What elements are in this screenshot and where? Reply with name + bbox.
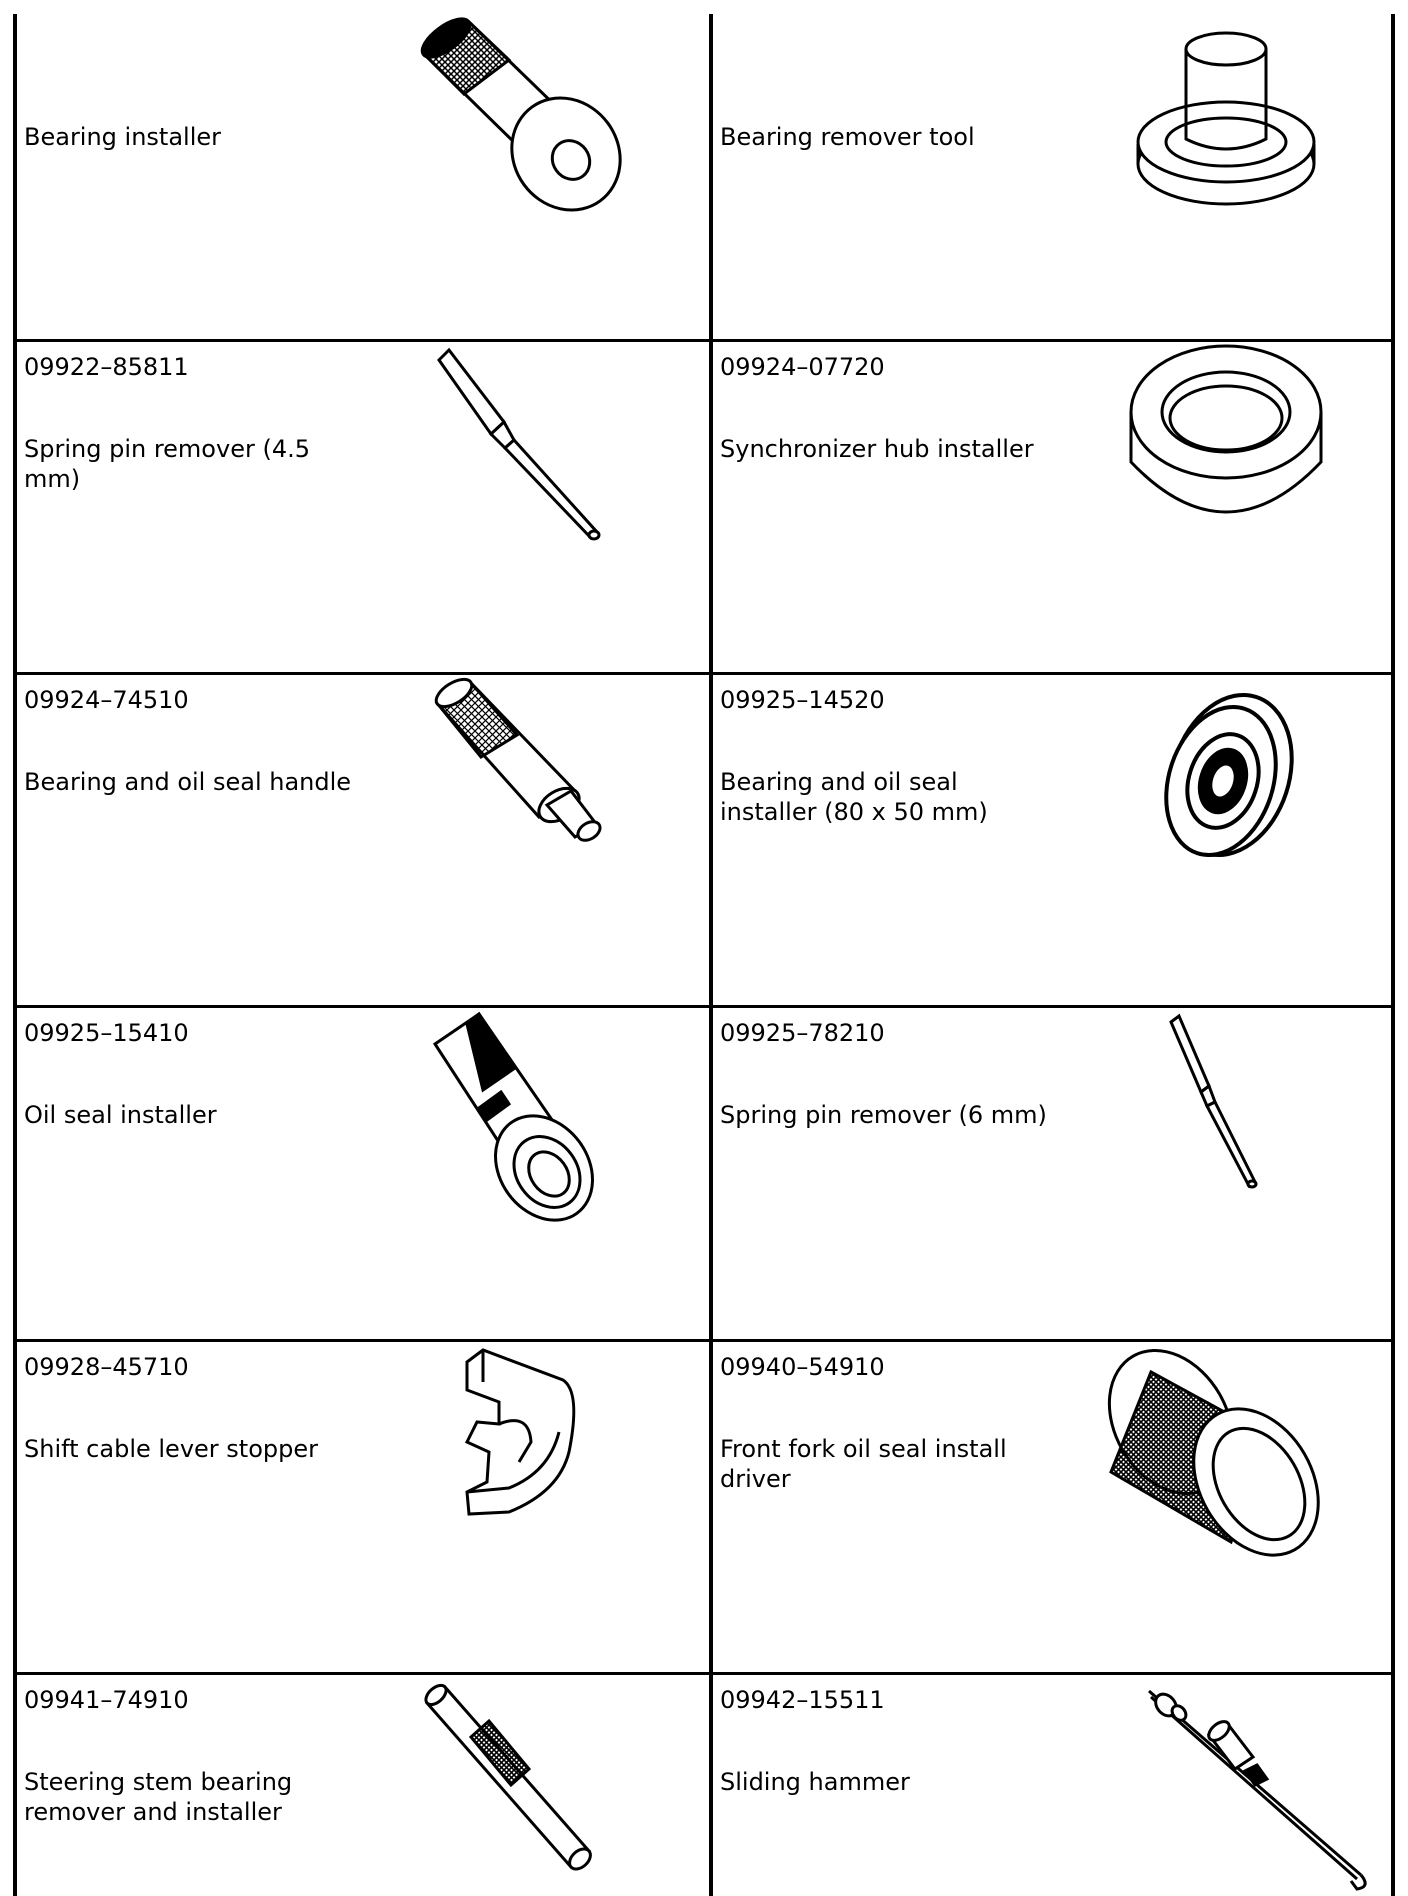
synchronizer-hub-installer-icon: [1031, 342, 1391, 672]
part-number: 09925–14520: [720, 686, 885, 714]
tool-name: Steering stem bearing remover and installer: [24, 1768, 293, 1826]
tool-name: Synchronizer hub installer: [720, 435, 1034, 463]
part-number: 09924–74510: [24, 686, 189, 714]
spring-pin-remover-icon: [349, 342, 709, 672]
tool-name: Bearing remover tool: [720, 123, 975, 151]
part-number: 09928–45710: [24, 1353, 189, 1381]
part-number: 09940–54910: [720, 1353, 885, 1381]
table-cell: [713, 1675, 1391, 1896]
part-number: 09924–07720: [720, 353, 885, 381]
sliding-hammer-icon: [1031, 1675, 1391, 1896]
table-cell: [713, 342, 1391, 672]
lever-stopper-icon: [349, 1342, 709, 1672]
seal-installer-disc-icon: [1031, 675, 1391, 1005]
bearing-remover-tool-icon: [1031, 14, 1391, 339]
tool-name: Oil seal installer: [24, 1101, 217, 1129]
table-cell: [17, 1675, 709, 1896]
table-cell: [713, 1342, 1391, 1672]
part-number: 09925–78210: [720, 1019, 885, 1047]
table-cell: [17, 14, 709, 339]
table-cell: [713, 1008, 1391, 1339]
bearing-installer-tool-icon: [349, 14, 709, 339]
table-cell: [17, 342, 709, 672]
tool-name: Spring pin remover (4.5 mm): [24, 435, 310, 493]
steering-stem-tool-icon: [349, 1675, 709, 1896]
table-cell: [713, 14, 1391, 339]
table-border-right: [1391, 14, 1395, 1896]
tool-name: Front fork oil seal install driver: [720, 1435, 1007, 1493]
tool-name: Sliding hammer: [720, 1768, 910, 1796]
tool-name: Bearing and oil seal handle: [24, 768, 352, 796]
part-number: 09941–74910: [24, 1686, 189, 1714]
table-cell: [17, 1008, 709, 1339]
seal-handle-icon: [349, 675, 709, 1005]
part-number: 09925–15410: [24, 1019, 189, 1047]
table-cell: [17, 1342, 709, 1672]
tool-name: Spring pin remover (6 mm): [720, 1101, 1047, 1129]
part-number: 09922–85811: [24, 353, 189, 381]
fork-seal-driver-icon: [1031, 1342, 1391, 1672]
tool-name: Bearing and oil seal installer (80 x 50 mm): [720, 768, 988, 826]
part-number: 09942–15511: [720, 1686, 885, 1714]
tool-name: Bearing installer: [24, 123, 222, 151]
table-cell: [713, 675, 1391, 1005]
oil-seal-installer-icon: [349, 1008, 709, 1339]
table-cell: [17, 675, 709, 1005]
tool-name: Shift cable lever stopper: [24, 1435, 318, 1463]
spring-pin-remover-6mm-icon: [1031, 1008, 1391, 1339]
